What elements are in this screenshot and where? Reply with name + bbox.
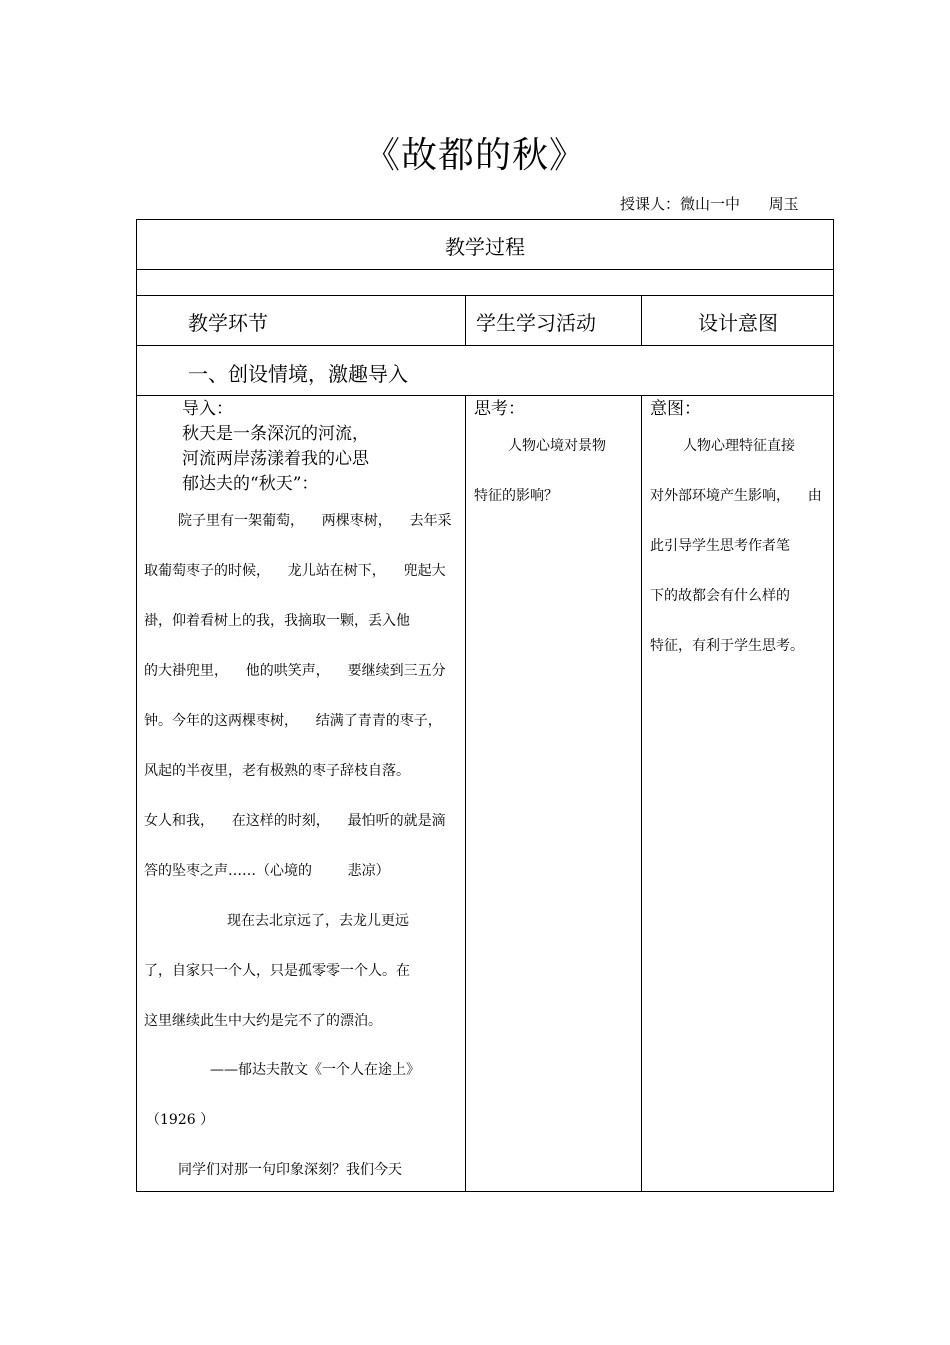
poem-line: 郁达夫的“秋天”： xyxy=(182,474,319,494)
intent-line: 此引导学生思考作者笔 xyxy=(650,538,790,554)
column-divider-1 xyxy=(465,295,466,345)
table-border-left xyxy=(136,219,137,1192)
table-border-top xyxy=(136,219,834,220)
header-student-activity: 学生学习活动 xyxy=(476,311,596,335)
header-teaching-stage: 教学环节 xyxy=(188,311,268,335)
intent-line: 对外部环境产生影响， 由 xyxy=(650,488,822,504)
passage-line: 现在去北京远了，去龙儿更远 xyxy=(227,913,409,929)
poem-line: 秋天是一条深沉的河流， xyxy=(182,424,369,444)
table-rule-1 xyxy=(136,269,834,270)
poem-line: 河流两岸荡漾着我的心思 xyxy=(182,449,369,469)
intent-line: 特征，有利于学生思考。 xyxy=(650,638,804,654)
passage-line: 的大褂兜里， 他的哄笑声， 要继续到三五分 xyxy=(144,663,446,679)
passage-line: 风起的半夜里，老有极熟的枣子辞枝自落。 xyxy=(144,763,410,779)
section-title: 教学过程 xyxy=(445,235,525,259)
header-design-intent: 设计意图 xyxy=(698,311,778,335)
table-border-right xyxy=(833,219,834,1192)
teacher-line: 授课人：微山一中 周玉 xyxy=(620,195,799,213)
intent-line: 人物心理特征直接 xyxy=(683,438,795,454)
thinking-label: 思考： xyxy=(474,399,525,419)
lesson-table xyxy=(136,219,834,1192)
passage-attribution: ——郁达夫散文《一个人在途上》 xyxy=(210,1062,420,1078)
passage-line: 答的坠枣之声……（心境的 悲凉） xyxy=(144,863,390,879)
passage-line: 钟。今年的这两棵枣树， 结满了青青的枣子， xyxy=(144,713,442,729)
passage-line: 院子里有一架葡萄， 两棵枣树， 去年采 xyxy=(178,513,452,529)
passage-line: 取葡萄枣子的时候， 龙儿站在树下， 兜起大 xyxy=(144,563,446,579)
table-rule-3 xyxy=(136,345,834,346)
table-border-bottom xyxy=(136,1191,834,1192)
column-divider-2-body xyxy=(641,395,642,1192)
intent-line: 下的故都会有什么样的 xyxy=(650,588,790,604)
passage-line: 这里继续此生中大约是完不了的漂泊。 xyxy=(144,1013,382,1029)
passage-line: 女人和我， 在这样的时刻， 最怕听的就是滴 xyxy=(144,813,446,829)
table-rule-4 xyxy=(136,395,834,396)
document-title: 《故都的秋》 xyxy=(363,135,586,176)
column-divider-1-body xyxy=(465,395,466,1192)
stage-title: 一、创设情境，激趣导入 xyxy=(188,362,408,386)
table-rule-2 xyxy=(136,295,834,296)
passage-line: 同学们对那一句印象深刻？我们今天 xyxy=(178,1162,402,1178)
passage-line: 了，自家只一个人，只是孤零零一个人。在 xyxy=(144,963,410,979)
passage-line: 褂，仰着看树上的我，我摘取一颗，丢入他 xyxy=(144,613,410,629)
intent-label: 意图： xyxy=(650,399,701,419)
passage-year: （1926 ） xyxy=(146,1112,215,1128)
thinking-line: 人物心境对景物 xyxy=(508,438,606,454)
intro-label: 导入： xyxy=(182,399,233,419)
thinking-line: 特征的影响？ xyxy=(474,488,558,504)
